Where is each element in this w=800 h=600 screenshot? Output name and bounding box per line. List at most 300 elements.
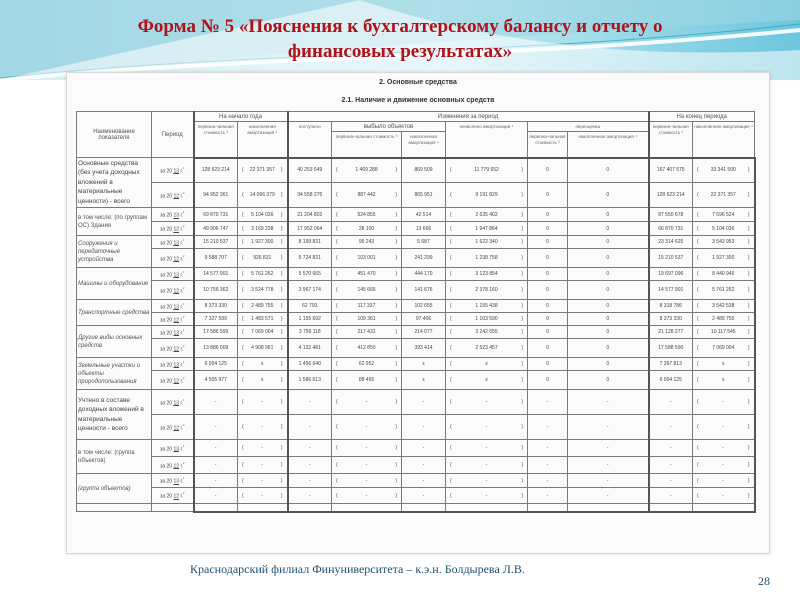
close-paren: ) bbox=[747, 167, 750, 174]
value-cell: - bbox=[402, 390, 446, 415]
close-paren: ) bbox=[280, 225, 283, 232]
period-suffix: г. bbox=[180, 330, 184, 337]
close-paren: ) bbox=[747, 345, 750, 351]
row-label: Земельные участки и объекты природопользования bbox=[77, 358, 152, 390]
value-cell: - bbox=[528, 474, 568, 488]
close-paren: ) bbox=[521, 462, 523, 468]
value-cell: 0 bbox=[528, 326, 568, 339]
bracketed-value bbox=[239, 316, 286, 322]
period-prefix: за 20 bbox=[160, 272, 173, 279]
open-paren: ( bbox=[242, 462, 244, 468]
value-cell: 15 210 537 bbox=[194, 236, 238, 249]
table-row bbox=[77, 281, 755, 300]
cell-value: 95 243 bbox=[358, 239, 375, 245]
value-cell: 49 906 747 bbox=[194, 222, 238, 236]
value-cell bbox=[238, 158, 288, 183]
row-label: Сооружения и передаточные устройства bbox=[77, 236, 152, 268]
open-paren: ( bbox=[242, 329, 244, 335]
bracketed-value bbox=[447, 445, 526, 451]
period-cell bbox=[152, 208, 194, 222]
period-prefix: за 20 bbox=[160, 330, 173, 337]
cell-value: 2 523 457 bbox=[475, 345, 498, 351]
value-cell: 102 655 bbox=[402, 300, 446, 313]
value-cell bbox=[693, 313, 755, 326]
empty-cell bbox=[693, 504, 755, 512]
bracketed-value bbox=[694, 377, 753, 383]
period-footnote: ² bbox=[183, 224, 185, 230]
open-paren: ( bbox=[242, 445, 244, 451]
close-paren: ) bbox=[280, 477, 283, 484]
close-paren: ) bbox=[395, 345, 397, 351]
header-received: поступило bbox=[288, 122, 332, 158]
period-footnote: ² bbox=[183, 375, 185, 381]
bracketed-value bbox=[694, 462, 753, 468]
value-cell bbox=[332, 457, 402, 474]
cell-value: 88 465 bbox=[358, 377, 375, 383]
bracketed-value bbox=[239, 287, 286, 293]
open-paren: ( bbox=[697, 167, 699, 174]
value-cell: 14 577 901 bbox=[649, 281, 693, 300]
close-paren: ) bbox=[395, 239, 397, 245]
close-paren: ) bbox=[521, 399, 523, 405]
value-cell bbox=[238, 358, 288, 371]
open-paren: ( bbox=[697, 316, 699, 322]
period-suffix: г. bbox=[180, 346, 184, 353]
value-cell: - bbox=[402, 440, 446, 457]
value-cell bbox=[693, 358, 755, 371]
cell-value: 103 001 bbox=[357, 255, 376, 261]
value-cell bbox=[446, 313, 528, 326]
open-paren: ( bbox=[450, 424, 452, 430]
period-suffix: г. bbox=[180, 478, 184, 485]
period-year: 13 bbox=[173, 400, 180, 407]
value-cell bbox=[693, 339, 755, 358]
value-cell: - bbox=[288, 457, 332, 474]
value-cell: 0 bbox=[528, 222, 568, 236]
table-row bbox=[77, 488, 755, 504]
value-cell: - bbox=[568, 415, 649, 440]
cell-value: 5 104 036 bbox=[251, 211, 274, 218]
value-cell: 0 bbox=[528, 268, 568, 281]
open-paren: ( bbox=[336, 167, 338, 174]
row-label: (группа объектов) bbox=[77, 474, 152, 504]
empty-cell bbox=[288, 504, 332, 512]
close-paren: ) bbox=[521, 287, 523, 293]
value-cell: 97 406 bbox=[402, 313, 446, 326]
period-cell bbox=[152, 390, 194, 415]
period-footnote: ¹ bbox=[183, 301, 185, 307]
period-year: 13 bbox=[173, 362, 180, 369]
value-cell bbox=[238, 249, 288, 268]
cell-value: 145 665 bbox=[357, 287, 376, 293]
header-disposed-accum-depr: накопленная амортизация ⁴ bbox=[402, 132, 446, 158]
value-cell: - bbox=[568, 488, 649, 504]
value-cell bbox=[332, 371, 402, 390]
value-cell: 69 870 731 bbox=[194, 208, 238, 222]
close-paren: ) bbox=[280, 271, 283, 277]
bracketed-value bbox=[694, 192, 753, 198]
period-cell bbox=[152, 158, 194, 183]
open-paren: ( bbox=[242, 424, 244, 430]
bracketed-value bbox=[239, 399, 286, 405]
period-cell bbox=[152, 440, 194, 457]
bracketed-value bbox=[694, 255, 753, 261]
cell-value: 451 470 bbox=[357, 271, 376, 277]
open-paren: ( bbox=[450, 345, 452, 351]
bracketed-value bbox=[333, 287, 400, 293]
period-prefix: за 20 bbox=[160, 478, 173, 485]
open-paren: ( bbox=[697, 492, 699, 499]
value-cell bbox=[238, 281, 288, 300]
cell-value: 33 341 500 bbox=[710, 167, 736, 174]
value-cell bbox=[332, 313, 402, 326]
table-row bbox=[77, 326, 755, 339]
value-cell: 0 bbox=[568, 222, 649, 236]
cell-value: - bbox=[722, 462, 725, 468]
open-paren: ( bbox=[697, 271, 699, 277]
cell-value: 524 855 bbox=[357, 211, 376, 218]
close-paren: ) bbox=[395, 167, 397, 174]
value-cell: 0 bbox=[568, 158, 649, 183]
value-cell: 5 570 665 bbox=[288, 268, 332, 281]
bracketed-value bbox=[694, 445, 753, 451]
table-row bbox=[77, 236, 755, 249]
close-paren: ) bbox=[747, 361, 750, 367]
table-row bbox=[77, 222, 755, 236]
cell-value: 2 489 755 bbox=[251, 303, 274, 309]
value-cell: 0 bbox=[528, 208, 568, 222]
value-cell: - bbox=[288, 415, 332, 440]
value-cell: 0 bbox=[528, 358, 568, 371]
cell-value: 9 191 829 bbox=[475, 192, 498, 198]
value-cell bbox=[693, 158, 755, 183]
value-cell bbox=[693, 236, 755, 249]
cell-value: - bbox=[485, 477, 488, 484]
period-suffix: г. bbox=[180, 304, 184, 311]
bracketed-value bbox=[239, 271, 286, 277]
period-cell bbox=[152, 358, 194, 371]
open-paren: ( bbox=[450, 316, 452, 322]
value-cell bbox=[693, 326, 755, 339]
table-row bbox=[77, 390, 755, 415]
close-paren: ) bbox=[747, 377, 750, 383]
close-paren: ) bbox=[280, 361, 283, 367]
fixed-assets-table bbox=[76, 111, 756, 513]
header-name: Наименование показателя bbox=[77, 112, 152, 158]
header-disposed-initial-cost: первона-чальная стоимость ³ bbox=[332, 132, 402, 158]
close-paren: ) bbox=[395, 361, 397, 367]
bracketed-value bbox=[694, 212, 753, 218]
open-paren: ( bbox=[242, 287, 244, 293]
period-cell bbox=[152, 268, 194, 281]
cell-value: 3 543 953 bbox=[712, 239, 735, 245]
close-paren: ) bbox=[280, 316, 283, 322]
open-paren: ( bbox=[450, 167, 452, 174]
cell-value: x bbox=[722, 377, 725, 383]
bracketed-value bbox=[694, 478, 753, 484]
value-cell: 34 558 275 bbox=[288, 183, 332, 208]
bracketed-value bbox=[447, 192, 526, 198]
row-label: Другие виды основных средств bbox=[77, 326, 152, 358]
value-cell: - bbox=[568, 457, 649, 474]
open-paren: ( bbox=[697, 377, 699, 383]
period-suffix: г. bbox=[180, 226, 184, 233]
cell-value: x bbox=[722, 361, 725, 367]
table-row bbox=[77, 158, 755, 183]
cell-value: 22 371 357 bbox=[249, 167, 275, 174]
cell-value: 7 069 004 bbox=[712, 345, 735, 351]
period-cell bbox=[152, 313, 194, 326]
value-cell: 0 bbox=[528, 249, 568, 268]
period-suffix: г. bbox=[180, 288, 184, 295]
value-cell: - bbox=[402, 415, 446, 440]
cell-value: - bbox=[261, 477, 264, 484]
page-number: 28 bbox=[758, 574, 770, 588]
cell-value: - bbox=[722, 492, 725, 499]
value-cell bbox=[446, 281, 528, 300]
close-paren: ) bbox=[747, 399, 750, 405]
open-paren: ( bbox=[242, 255, 244, 261]
close-paren: ) bbox=[280, 287, 283, 293]
value-cell: 0 bbox=[568, 300, 649, 313]
value-cell: - bbox=[649, 440, 693, 457]
value-cell: - bbox=[649, 488, 693, 504]
cell-value: 1 947 864 bbox=[475, 225, 498, 232]
open-paren: ( bbox=[450, 211, 452, 218]
table-row-empty bbox=[77, 504, 755, 512]
bracketed-value bbox=[694, 329, 753, 335]
close-paren: ) bbox=[747, 287, 750, 293]
open-paren: ( bbox=[336, 399, 338, 405]
value-cell bbox=[332, 440, 402, 457]
period-footnote: ² bbox=[183, 285, 185, 291]
period-prefix: за 20 bbox=[160, 288, 173, 295]
bracketed-value bbox=[333, 399, 400, 405]
cell-value: - bbox=[365, 445, 368, 451]
value-cell: 15 210 537 bbox=[649, 249, 693, 268]
value-cell bbox=[693, 268, 755, 281]
cell-value: 1 927 300 bbox=[251, 239, 274, 245]
table-row bbox=[77, 313, 755, 326]
value-cell: 214 077 bbox=[402, 326, 446, 339]
value-cell bbox=[238, 339, 288, 358]
value-cell: - bbox=[288, 488, 332, 504]
bracketed-value bbox=[694, 287, 753, 293]
cell-value: 2 489 755 bbox=[712, 316, 735, 322]
subsection-title: 2.1. Наличие и движение основных средств bbox=[341, 97, 495, 104]
cell-value: - bbox=[722, 445, 725, 451]
period-year: 12 bbox=[173, 193, 180, 200]
bracketed-value bbox=[694, 226, 753, 232]
cell-value: - bbox=[485, 399, 488, 405]
close-paren: ) bbox=[521, 316, 523, 322]
period-prefix: за 20 bbox=[160, 240, 173, 247]
period-suffix: г. bbox=[180, 378, 184, 385]
cell-value: 62 952 bbox=[358, 361, 375, 367]
period-suffix: г. bbox=[180, 272, 184, 279]
period-year: 12 bbox=[173, 463, 180, 470]
value-cell bbox=[693, 222, 755, 236]
bracketed-value bbox=[694, 167, 753, 173]
open-paren: ( bbox=[336, 303, 338, 309]
cell-value: 5 104 036 bbox=[712, 225, 735, 232]
bracketed-value bbox=[447, 316, 526, 322]
value-cell: - bbox=[288, 474, 332, 488]
value-cell: 444 170 bbox=[402, 268, 446, 281]
value-cell: 1 155 692 bbox=[288, 313, 332, 326]
empty-cell bbox=[238, 504, 288, 512]
open-paren: ( bbox=[450, 225, 452, 232]
close-paren: ) bbox=[521, 239, 523, 245]
period-footnote: ² bbox=[183, 314, 185, 320]
value-cell bbox=[446, 236, 528, 249]
open-paren: ( bbox=[450, 192, 452, 198]
period-year: 12 bbox=[173, 288, 180, 295]
bracketed-value bbox=[239, 462, 286, 468]
value-cell: 94 952 361 bbox=[194, 183, 238, 208]
value-cell: - bbox=[528, 457, 568, 474]
bracketed-value bbox=[447, 493, 526, 499]
table-row bbox=[77, 208, 755, 222]
value-cell bbox=[332, 222, 402, 236]
value-cell: 62 793 bbox=[288, 300, 332, 313]
open-paren: ( bbox=[336, 424, 338, 430]
slide-title-line: Форма № 5 «Пояснения к бухгалтерскому балансу и отчету о bbox=[137, 16, 663, 37]
value-cell: 42 514 bbox=[402, 208, 446, 222]
header-reval-initial-cost: первона-чальная стоимость ³ bbox=[528, 132, 568, 158]
value-cell: 8 318 786 bbox=[649, 300, 693, 313]
bracketed-value bbox=[447, 226, 526, 232]
cell-value: - bbox=[365, 492, 368, 499]
close-paren: ) bbox=[747, 462, 750, 468]
open-paren: ( bbox=[336, 271, 338, 277]
period-prefix: за 20 bbox=[160, 493, 173, 500]
close-paren: ) bbox=[747, 255, 750, 261]
value-cell: 6 004 125 bbox=[194, 358, 238, 371]
close-paren: ) bbox=[747, 239, 750, 245]
cell-value: 22 371 357 bbox=[710, 192, 736, 198]
value-cell: - bbox=[649, 415, 693, 440]
open-paren: ( bbox=[336, 492, 338, 499]
value-cell: - bbox=[649, 457, 693, 474]
open-paren: ( bbox=[242, 377, 244, 383]
bracketed-value bbox=[447, 287, 526, 293]
cell-value: - bbox=[722, 399, 725, 405]
bracketed-value bbox=[239, 329, 286, 335]
close-paren: ) bbox=[280, 345, 283, 351]
open-paren: ( bbox=[336, 377, 338, 383]
value-cell: 17 952 064 bbox=[288, 222, 332, 236]
value-cell bbox=[238, 390, 288, 415]
close-paren: ) bbox=[280, 399, 283, 405]
value-cell: - bbox=[568, 474, 649, 488]
header-accum-depr: накопленная амортизация ⁴ bbox=[238, 122, 288, 158]
value-cell bbox=[693, 208, 755, 222]
bracketed-value bbox=[694, 361, 753, 367]
value-cell bbox=[332, 249, 402, 268]
value-cell bbox=[332, 183, 402, 208]
close-paren: ) bbox=[280, 303, 283, 309]
value-cell bbox=[446, 158, 528, 183]
close-paren: ) bbox=[521, 303, 523, 309]
value-cell: 128 623 214 bbox=[194, 158, 238, 183]
bracketed-value bbox=[333, 212, 400, 218]
open-paren: ( bbox=[450, 377, 452, 383]
header-start-of-year: На начало года bbox=[194, 112, 288, 122]
period-footnote: ² bbox=[183, 253, 185, 259]
bracketed-value bbox=[333, 255, 400, 261]
table-row bbox=[77, 249, 755, 268]
cell-value: - bbox=[722, 477, 725, 484]
scanned-document bbox=[66, 72, 770, 554]
bracketed-value bbox=[447, 239, 526, 245]
empty-cell bbox=[528, 504, 568, 512]
period-year: 13 bbox=[173, 446, 180, 453]
value-cell: 9 588 707 bbox=[194, 249, 238, 268]
cell-value: 7 696 524 bbox=[712, 211, 735, 218]
value-cell: 40 253 649 bbox=[288, 158, 332, 183]
value-cell bbox=[238, 457, 288, 474]
value-cell: x bbox=[402, 358, 446, 371]
open-paren: ( bbox=[697, 255, 699, 261]
value-cell: - bbox=[649, 474, 693, 488]
close-paren: ) bbox=[280, 239, 283, 245]
value-cell bbox=[446, 488, 528, 504]
value-cell bbox=[693, 440, 755, 457]
open-paren: ( bbox=[450, 239, 452, 245]
period-cell bbox=[152, 183, 194, 208]
value-cell bbox=[238, 440, 288, 457]
open-paren: ( bbox=[697, 329, 699, 335]
open-paren: ( bbox=[336, 445, 338, 451]
empty-cell bbox=[402, 504, 446, 512]
close-paren: ) bbox=[395, 399, 397, 405]
cell-value: - bbox=[485, 462, 488, 468]
empty-cell bbox=[194, 504, 238, 512]
bracketed-value bbox=[333, 316, 400, 322]
open-paren: ( bbox=[242, 167, 244, 174]
value-cell: 0 bbox=[528, 300, 568, 313]
table-row bbox=[77, 268, 755, 281]
cell-value: 1 622 340 bbox=[475, 239, 498, 245]
close-paren: ) bbox=[280, 424, 283, 430]
value-cell bbox=[693, 457, 755, 474]
period-year: 13 bbox=[173, 330, 180, 337]
open-paren: ( bbox=[697, 462, 699, 468]
period-footnote: ¹ bbox=[183, 269, 185, 275]
period-year: 12 bbox=[173, 493, 180, 500]
period-year: 12 bbox=[173, 346, 180, 353]
open-paren: ( bbox=[450, 287, 452, 293]
cell-value: 3 123 854 bbox=[475, 271, 498, 277]
section-title: 2. Основные средства bbox=[379, 79, 457, 86]
close-paren: ) bbox=[395, 225, 397, 232]
value-cell bbox=[238, 300, 288, 313]
period-prefix: за 20 bbox=[160, 463, 173, 470]
period-suffix: г. bbox=[180, 193, 184, 200]
cell-value: 926 831 bbox=[253, 255, 272, 261]
open-paren: ( bbox=[336, 255, 338, 261]
cell-value: - bbox=[261, 399, 264, 405]
bracketed-value bbox=[694, 316, 753, 322]
bracketed-value bbox=[239, 345, 286, 351]
close-paren: ) bbox=[280, 445, 283, 451]
value-cell bbox=[446, 371, 528, 390]
period-cell bbox=[152, 326, 194, 339]
value-cell: 0 bbox=[528, 371, 568, 390]
value-cell: 17 586 599 bbox=[194, 326, 238, 339]
value-cell: 0 bbox=[528, 313, 568, 326]
